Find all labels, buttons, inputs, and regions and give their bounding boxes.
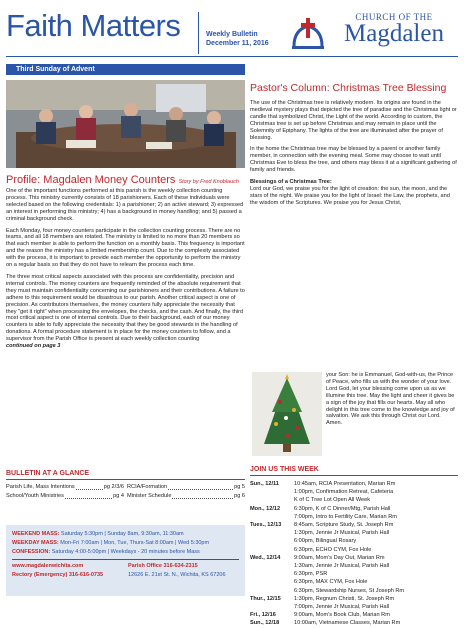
profile-byline: Story by Fred Knoblauch bbox=[178, 179, 239, 185]
glance-item[interactable]: Minister Schedule pg 6 bbox=[127, 493, 245, 499]
event-line: 6:30pm, K of C Dinner/Mtg, Parish Hall bbox=[294, 505, 391, 512]
event-details bbox=[294, 480, 458, 505]
event-day: Mon., 12/12 bbox=[250, 505, 281, 512]
profile-paragraph: The three most critical aspects associated with this process are confidentiality, precision and internal controls. The money counters are frequently reminded of the absolute requirement that they must maintain confidentiality concerning our parishioners and their contributions. A failure to adhere to this requirement would be disastrous to our parish. Another critical aspect is one of precision. As contributors themselves, the money counters fully appreciate the necessity that they "get it right" when processing the envelopes, the checks, and the cash. And finally, the third most critical aspect is one of internal controls. Due to their background, each of our money counters is able to fully appreciate the necessity that they be good stewards in the handling of donations. A formal procedure statement is in place for the money counters to follow, and a supervisor from the Parish Office is present at each weekly collection counting bbox=[6, 273, 245, 343]
rectory-phone: Rectory (Emergency) 316-616-0735 bbox=[12, 572, 104, 578]
event-day: Sun., 12/11 bbox=[250, 481, 279, 487]
event-line: 6:30pm, MAX CYM, Fox Hole bbox=[294, 579, 368, 586]
pastor-paragraph: In the home the Christmas tree may be blessed by a parent or another family member, in connection with the evening meal. Some may choose to wait until Christmas Eve to bless the tree, and others may bless it at a significant gathering of family and friends. bbox=[250, 146, 457, 174]
event-row bbox=[250, 521, 458, 554]
event-row bbox=[250, 619, 458, 627]
event-line: 1:30pm, Regnum Christi, St. Joseph Rm bbox=[294, 595, 395, 602]
event-day: Thur., 12/15 bbox=[250, 595, 281, 602]
bulletin-date-block bbox=[206, 30, 269, 48]
glance-item[interactable]: RCIA/Formation pg 5 bbox=[127, 484, 245, 490]
event-details bbox=[294, 611, 458, 619]
events-section-header bbox=[250, 466, 458, 476]
events-rule bbox=[250, 475, 458, 476]
event-line: 6:00pm, Bilingual Rosary bbox=[294, 538, 357, 545]
glance-section bbox=[6, 470, 245, 501]
events-list bbox=[250, 480, 458, 628]
event-details bbox=[294, 554, 458, 595]
event-line: 10:45am, RCIA Presentation, Marian Rm bbox=[294, 481, 396, 487]
money-counters-photo bbox=[6, 80, 245, 168]
christmas-tree-photo bbox=[252, 372, 322, 456]
event-line: 9:00am, Mom's Book Club, Marian Rm bbox=[294, 612, 390, 619]
pastor-body bbox=[250, 100, 458, 207]
bulletin-title: Faith Matters bbox=[6, 8, 181, 43]
church-name bbox=[332, 12, 456, 46]
church-name-line1: CHURCH OF THE bbox=[355, 12, 433, 22]
advent-banner: Third Sunday of Advent bbox=[6, 64, 245, 75]
event-row bbox=[250, 554, 458, 595]
event-line: 7:00pm, Jennie Jr Musical, Parish Hall bbox=[294, 604, 390, 611]
continued-note: continued on page 3 bbox=[6, 343, 61, 350]
event-day: Tues., 12/13 bbox=[250, 522, 282, 529]
events-heading: JOIN US THIS WEEK bbox=[250, 466, 319, 473]
event-day: Fri., 12/16 bbox=[250, 612, 276, 619]
website-link[interactable]: www.magdalenwichita.com bbox=[12, 563, 84, 569]
profile-paragraph: Each Monday, four money counters participate in the collection counting process. There are no teams, and all 18 members are rotated. The ministry is limited to no more than 20 members so that each member is able to perform the function on a monthly basis. This frequency is important and the reason the ministry has a limited membership count. Due to the complexity associated with the process, it is important to provide each member the opportunity to perform the ministry on a regular basis so that they do not have to relearn the process each time. bbox=[6, 227, 245, 269]
contact-row bbox=[12, 562, 239, 571]
church-logo-icon bbox=[290, 16, 326, 50]
event-row bbox=[250, 505, 458, 521]
church-address: 12626 E. 21st St. N., Wichita, KS 67206 bbox=[128, 572, 226, 578]
event-line: 6:30pm, Stewardship Nurses, St Joseph Rm bbox=[294, 587, 405, 594]
blessing-prayer: your Son: he is Emmanuel, God-with-us, the Prince of Peace, who fills us with the wonder of your love. Lord God, let your blessing come upon us as we illumine this tree. May the light and cheer it gives be a sign of the joy that fills our hearts. May all who delight in this tree come to the knowledge and joy of salvation. We ask this through Christ our Lord. Amen. bbox=[326, 372, 455, 427]
bulletin-label: Weekly Bulletin bbox=[206, 31, 258, 38]
glance-rule bbox=[6, 479, 245, 480]
parish-office-phone: Parish Office 316-634-2315 bbox=[128, 563, 198, 569]
event-day: Wed., 12/14 bbox=[250, 554, 281, 561]
contact-row bbox=[12, 571, 239, 580]
event-line: 6:30pm, ECHO CYM, Fox Hole bbox=[294, 546, 372, 553]
weekend-mass: WEEKEND MASS: Saturday 5:30pm | Sunday 8am, 9:30am, 11:30am bbox=[12, 531, 184, 537]
mass-rule bbox=[12, 559, 239, 560]
event-day: Sun., 12/18 bbox=[250, 620, 280, 627]
event-details bbox=[294, 521, 458, 554]
event-line: 6:30pm, PSR bbox=[294, 571, 328, 578]
event-line: 9:00am, Mom's Day Out, Marian Rm bbox=[294, 554, 385, 561]
masthead-divider bbox=[198, 12, 199, 54]
blessing-heading: Blessings of a Christmas Tree: bbox=[250, 179, 332, 186]
masthead-rule bbox=[6, 56, 458, 57]
mass-times-box bbox=[6, 525, 245, 596]
glance-item[interactable]: Parish Life, Mass Intentions pg 2/3/6 bbox=[6, 484, 124, 490]
glance-row bbox=[6, 483, 245, 492]
profile-heading bbox=[6, 174, 239, 186]
bulletin-date: December 11, 2016 bbox=[206, 40, 269, 47]
blessing-intro: Lord our God, we praise you for the light of creation: the sun, the moon, and the stars of the night. We praise you for the light of Israel: the Law, the prophets, and the wisdom of the Scriptures. We praise you for Jesus Christ, bbox=[250, 185, 450, 206]
profile-title: Profile: Magdalen Money Counters bbox=[6, 174, 176, 186]
event-line: 1:30am, Jennie Jr Musical, Parish Hall bbox=[294, 563, 390, 570]
glance-item[interactable]: School/Youth Ministries pg 4 bbox=[6, 493, 124, 499]
weekday-mass: WEEKDAY MASS: Mon-Fri 7:00am | Mon, Tue, Thurs-Sat 8:00am | Wed 5:30pm bbox=[12, 540, 210, 546]
event-line: 8:45am, Scripture Study, St. Joseph Rm bbox=[294, 522, 394, 529]
event-details bbox=[294, 505, 458, 521]
glance-heading: BULLETIN AT A GLANCE bbox=[6, 470, 90, 477]
event-row bbox=[250, 480, 458, 505]
event-line: 1:00pm, Confirmation Retreat, Cafeteria bbox=[294, 489, 394, 496]
profile-body bbox=[6, 188, 245, 350]
event-line: 7:00pm, Intro to Fertility Care, Marian Rm bbox=[294, 513, 397, 520]
event-details bbox=[294, 595, 458, 611]
event-line: 10:00am, Vietnamese Classes, Marian Rm bbox=[294, 620, 401, 627]
profile-paragraph: One of the important functions performed at this parish is the weekly collection counting process. This ministry currently consists of 18 parishioners. Each of these individuals were selected based on the following credentials: 1) a parishioner; 2) an active steward; 3) expressed an interest in performing this ministry; 4) has a background in money handling; and 5) passed a criminal background check. bbox=[6, 188, 244, 222]
church-name-line2: Magdalen bbox=[344, 20, 444, 47]
glance-row bbox=[6, 492, 245, 501]
pastor-column-heading: Pastor's Column: Christmas Tree Blessing bbox=[250, 82, 447, 94]
pastor-paragraph: The use of the Christmas tree is relatively modern. Its origins are found in the medieval mystery plays that depicted the tree of paradise and the Christmas light or candle that symbolized Christ, the Light of the world. According to custom, the Christmas tree is set up before Christmas and may remain in place until the Solemnity of Epiphany. The lights of the tree are illuminated after the prayer of blessing. bbox=[250, 100, 457, 141]
confession-times: CONFESSION: Saturday 4:00-5:00pm | Weekdays - 20 minutes before Mass bbox=[12, 549, 200, 555]
event-line: 1:30pm, Jennie Jr Musical, Parish Hall bbox=[294, 530, 390, 537]
event-row bbox=[250, 595, 458, 611]
event-row bbox=[250, 611, 458, 619]
event-details bbox=[294, 619, 458, 627]
event-line: K of C Tree Lot Open All Week bbox=[294, 497, 371, 504]
